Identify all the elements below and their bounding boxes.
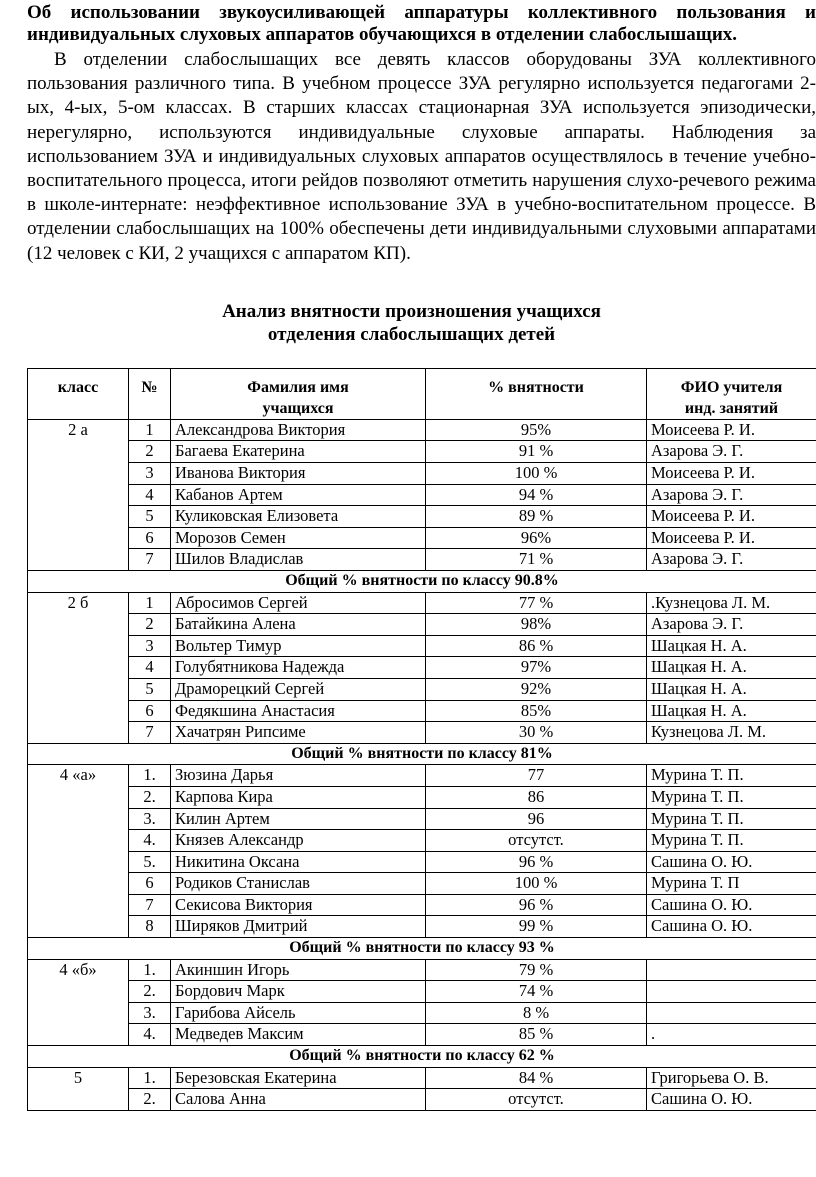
- row-number-cell: 5.: [129, 851, 171, 873]
- intelligibility-cell: 94 %: [426, 484, 647, 506]
- intelligibility-cell: 85 %: [426, 1024, 647, 1046]
- table-row: [28, 851, 816, 873]
- table-row: [28, 700, 816, 722]
- student-name-cell: Хачатрян Рипсиме: [171, 722, 426, 744]
- header-student-name-line-1: Фамилия имя: [247, 378, 349, 396]
- row-number-cell: 6: [129, 527, 171, 549]
- table-row: [28, 484, 816, 506]
- intelligibility-cell: 86: [426, 786, 647, 808]
- teacher-cell: Мурина Т. П.: [647, 786, 816, 808]
- intelligibility-cell: 96 %: [426, 894, 647, 916]
- teacher-cell: Сашина О. Ю.: [647, 1089, 816, 1111]
- row-number-cell: 1: [129, 592, 171, 614]
- table-row: [28, 527, 816, 549]
- table-row: [28, 614, 816, 636]
- teacher-cell: Кузнецова Л. М.: [647, 722, 816, 744]
- table-row: [28, 959, 816, 981]
- intelligibility-cell: 100 %: [426, 873, 647, 895]
- row-number-cell: 1.: [129, 959, 171, 981]
- student-name-cell: Морозов Семен: [171, 527, 426, 549]
- teacher-cell: Азарова Э. Г.: [647, 614, 816, 636]
- table-row: [28, 549, 816, 571]
- class-cell: 4 «б»: [28, 959, 129, 1045]
- row-number-cell: 5: [129, 678, 171, 700]
- intelligibility-cell: 96 %: [426, 851, 647, 873]
- student-name-cell: Куликовская Елизовета: [171, 506, 426, 528]
- student-name-cell: Ширяков Дмитрий: [171, 916, 426, 938]
- section-heading: Об использовании звукоусиливающей аппаратуры коллективного пользования и индивидуальных слуховых аппаратов обучающихся в отделении слабослышащих.: [27, 2, 816, 45]
- class-cell: 2 б: [28, 592, 129, 743]
- table-row: [28, 765, 816, 787]
- student-name-cell: Вольтер Тимур: [171, 635, 426, 657]
- student-name-cell: Килин Артем: [171, 808, 426, 830]
- row-number-cell: 4.: [129, 830, 171, 852]
- row-number-cell: 3.: [129, 808, 171, 830]
- document-page: [27, 0, 816, 1111]
- class-summary-row: [28, 938, 816, 960]
- table-row: [28, 830, 816, 852]
- body-paragraph: В отделении слабослышащих все девять классов оборудованы ЗУА коллективного пользования различного типа. В учебном процессе ЗУА регулярно используется педагогами 2-ых, 4-ых, 5-ом классах. В старших классах стационарная ЗУА используется эпизодически, нерегулярно, используются индивидуальные слуховые аппараты. Наблюдения за использованием ЗУА и индивидуальных слуховых аппаратов осуществлялось в течение учебно-воспитательного процесса, итоги рейдов позволяют отметить нарушения слухо-речевого режима в школе-интернате: неэффективное использование ЗУА в учебно-воспитательном процессе. В отделении слабослышащих на 100% обеспечены дети индивидуальными слуховыми аппаратами (12 человек с КИ, 2 учащихся с аппаратом КП).: [27, 49, 816, 264]
- row-number-cell: 3.: [129, 1002, 171, 1024]
- table-row: [28, 1002, 816, 1024]
- table-row: [28, 463, 816, 485]
- teacher-cell: [647, 1002, 816, 1024]
- student-name-cell: Александрова Виктория: [171, 419, 426, 441]
- teacher-cell: Шацкая Н. А.: [647, 657, 816, 679]
- intelligibility-cell: 79 %: [426, 959, 647, 981]
- header-number: №: [129, 368, 171, 419]
- intelligibility-table: [27, 368, 816, 1111]
- teacher-cell: Сашина О. Ю.: [647, 894, 816, 916]
- student-name-cell: Иванова Виктория: [171, 463, 426, 485]
- table-row: [28, 678, 816, 700]
- header-teacher-line-1: ФИО учителя: [680, 378, 783, 396]
- row-number-cell: 7: [129, 894, 171, 916]
- row-number-cell: 4: [129, 657, 171, 679]
- student-name-cell: Драморецкий Сергей: [171, 678, 426, 700]
- row-number-cell: 5: [129, 506, 171, 528]
- intelligibility-cell: отсутст.: [426, 830, 647, 852]
- table-row: [28, 419, 816, 441]
- intelligibility-cell: 96: [426, 808, 647, 830]
- teacher-cell: Моисеева Р. И.: [647, 419, 816, 441]
- table-title-line-1: Анализ внятности произношения учащихся: [222, 300, 601, 322]
- intelligibility-cell: 96%: [426, 527, 647, 549]
- table-row: [28, 1089, 816, 1111]
- intelligibility-cell: 91 %: [426, 441, 647, 463]
- table-row: [28, 808, 816, 830]
- student-name-cell: Родиков Станислав: [171, 873, 426, 895]
- class-cell: 5: [28, 1067, 129, 1110]
- header-intelligibility: % внятности: [426, 368, 647, 419]
- teacher-cell: Сашина О. Ю.: [647, 851, 816, 873]
- intelligibility-cell: 8 %: [426, 1002, 647, 1024]
- table-row: [28, 1024, 816, 1046]
- teacher-cell: [647, 981, 816, 1003]
- row-number-cell: 7: [129, 722, 171, 744]
- intelligibility-cell: 77: [426, 765, 647, 787]
- teacher-cell: Моисеева Р. И.: [647, 463, 816, 485]
- row-number-cell: 6: [129, 873, 171, 895]
- row-number-cell: 4: [129, 484, 171, 506]
- intelligibility-cell: 95%: [426, 419, 647, 441]
- teacher-cell: Сашина О. Ю.: [647, 916, 816, 938]
- class-summary-text: Общий % внятности по классу 81%: [28, 743, 816, 765]
- row-number-cell: 1.: [129, 765, 171, 787]
- table-row: [28, 981, 816, 1003]
- intelligibility-cell: 86 %: [426, 635, 647, 657]
- teacher-cell: Шацкая Н. А.: [647, 700, 816, 722]
- teacher-cell: Моисеева Р. И.: [647, 506, 816, 528]
- teacher-cell: [647, 959, 816, 981]
- student-name-cell: Гарибова Айсель: [171, 1002, 426, 1024]
- intelligibility-cell: 98%: [426, 614, 647, 636]
- student-name-cell: Медведев Максим: [171, 1024, 426, 1046]
- student-name-cell: Секисова Виктория: [171, 894, 426, 916]
- teacher-cell: Азарова Э. Г.: [647, 441, 816, 463]
- table-title: [27, 300, 816, 346]
- row-number-cell: 3: [129, 463, 171, 485]
- row-number-cell: 2.: [129, 981, 171, 1003]
- student-name-cell: Никитина Оксана: [171, 851, 426, 873]
- row-number-cell: 2: [129, 614, 171, 636]
- row-number-cell: 1: [129, 419, 171, 441]
- intelligibility-cell: отсутст.: [426, 1089, 647, 1111]
- student-name-cell: Акиншин Игорь: [171, 959, 426, 981]
- student-name-cell: Карпова Кира: [171, 786, 426, 808]
- teacher-cell: Мурина Т. П.: [647, 765, 816, 787]
- table-row: [28, 722, 816, 744]
- student-name-cell: Березовская Екатерина: [171, 1067, 426, 1089]
- row-number-cell: 6: [129, 700, 171, 722]
- intelligibility-cell: 97%: [426, 657, 647, 679]
- teacher-cell: .Кузнецова Л. М.: [647, 592, 816, 614]
- row-number-cell: 2.: [129, 786, 171, 808]
- table-body: [28, 419, 816, 1110]
- class-summary-row: [28, 1046, 816, 1068]
- intelligibility-cell: 84 %: [426, 1067, 647, 1089]
- teacher-cell: .: [647, 1024, 816, 1046]
- student-name-cell: Багаева Екатерина: [171, 441, 426, 463]
- table-row: [28, 786, 816, 808]
- student-name-cell: Зюзина Дарья: [171, 765, 426, 787]
- teacher-cell: Мурина Т. П.: [647, 830, 816, 852]
- table-row: [28, 441, 816, 463]
- student-name-cell: Бордович Марк: [171, 981, 426, 1003]
- class-cell: 4 «а»: [28, 765, 129, 938]
- table-row: [28, 635, 816, 657]
- class-summary-text: Общий % внятности по классу 90.8%: [28, 570, 816, 592]
- row-number-cell: 4.: [129, 1024, 171, 1046]
- table-row: [28, 894, 816, 916]
- intelligibility-cell: 71 %: [426, 549, 647, 571]
- teacher-cell: Моисеева Р. И.: [647, 527, 816, 549]
- student-name-cell: Князев Александр: [171, 830, 426, 852]
- row-number-cell: 2: [129, 441, 171, 463]
- table-row: [28, 657, 816, 679]
- intelligibility-cell: 99 %: [426, 916, 647, 938]
- teacher-cell: Азарова Э. Г.: [647, 484, 816, 506]
- row-number-cell: 8: [129, 916, 171, 938]
- class-cell: 2 а: [28, 419, 129, 570]
- row-number-cell: 7: [129, 549, 171, 571]
- class-summary-text: Общий % внятности по классу 93 %: [28, 938, 816, 960]
- intelligibility-cell: 100 %: [426, 463, 647, 485]
- row-number-cell: 2.: [129, 1089, 171, 1111]
- header-class: класс: [28, 368, 129, 419]
- student-name-cell: Голубятникова Надежда: [171, 657, 426, 679]
- header-student-name-line-2: учащихся: [262, 399, 334, 417]
- row-number-cell: 3: [129, 635, 171, 657]
- intelligibility-cell: 74 %: [426, 981, 647, 1003]
- intelligibility-cell: 85%: [426, 700, 647, 722]
- table-title-line-2: отделения слабослышащих детей: [267, 323, 556, 345]
- student-name-cell: Абросимов Сергей: [171, 592, 426, 614]
- table-header-row: [28, 368, 816, 419]
- teacher-cell: Азарова Э. Г.: [647, 549, 816, 571]
- table-row: [28, 506, 816, 528]
- teacher-cell: Мурина Т. П: [647, 873, 816, 895]
- student-name-cell: Кабанов Артем: [171, 484, 426, 506]
- table-row: [28, 592, 816, 614]
- class-summary-row: [28, 570, 816, 592]
- header-teacher-line-2: инд. занятий: [684, 399, 779, 417]
- student-name-cell: Салова Анна: [171, 1089, 426, 1111]
- table-row: [28, 916, 816, 938]
- header-student-name: [171, 368, 426, 419]
- student-name-cell: Шилов Владислав: [171, 549, 426, 571]
- table-row: [28, 873, 816, 895]
- class-summary-text: Общий % внятности по классу 62 %: [28, 1046, 816, 1068]
- intelligibility-cell: 77 %: [426, 592, 647, 614]
- intelligibility-cell: 89 %: [426, 506, 647, 528]
- class-summary-row: [28, 743, 816, 765]
- student-name-cell: Батайкина Алена: [171, 614, 426, 636]
- intelligibility-cell: 30 %: [426, 722, 647, 744]
- teacher-cell: Шацкая Н. А.: [647, 635, 816, 657]
- teacher-cell: Шацкая Н. А.: [647, 678, 816, 700]
- student-name-cell: Федякшина Анастасия: [171, 700, 426, 722]
- teacher-cell: Мурина Т. П.: [647, 808, 816, 830]
- intelligibility-cell: 92%: [426, 678, 647, 700]
- row-number-cell: 1.: [129, 1067, 171, 1089]
- header-teacher: [647, 368, 816, 419]
- teacher-cell: Григорьева О. В.: [647, 1067, 816, 1089]
- table-row: [28, 1067, 816, 1089]
